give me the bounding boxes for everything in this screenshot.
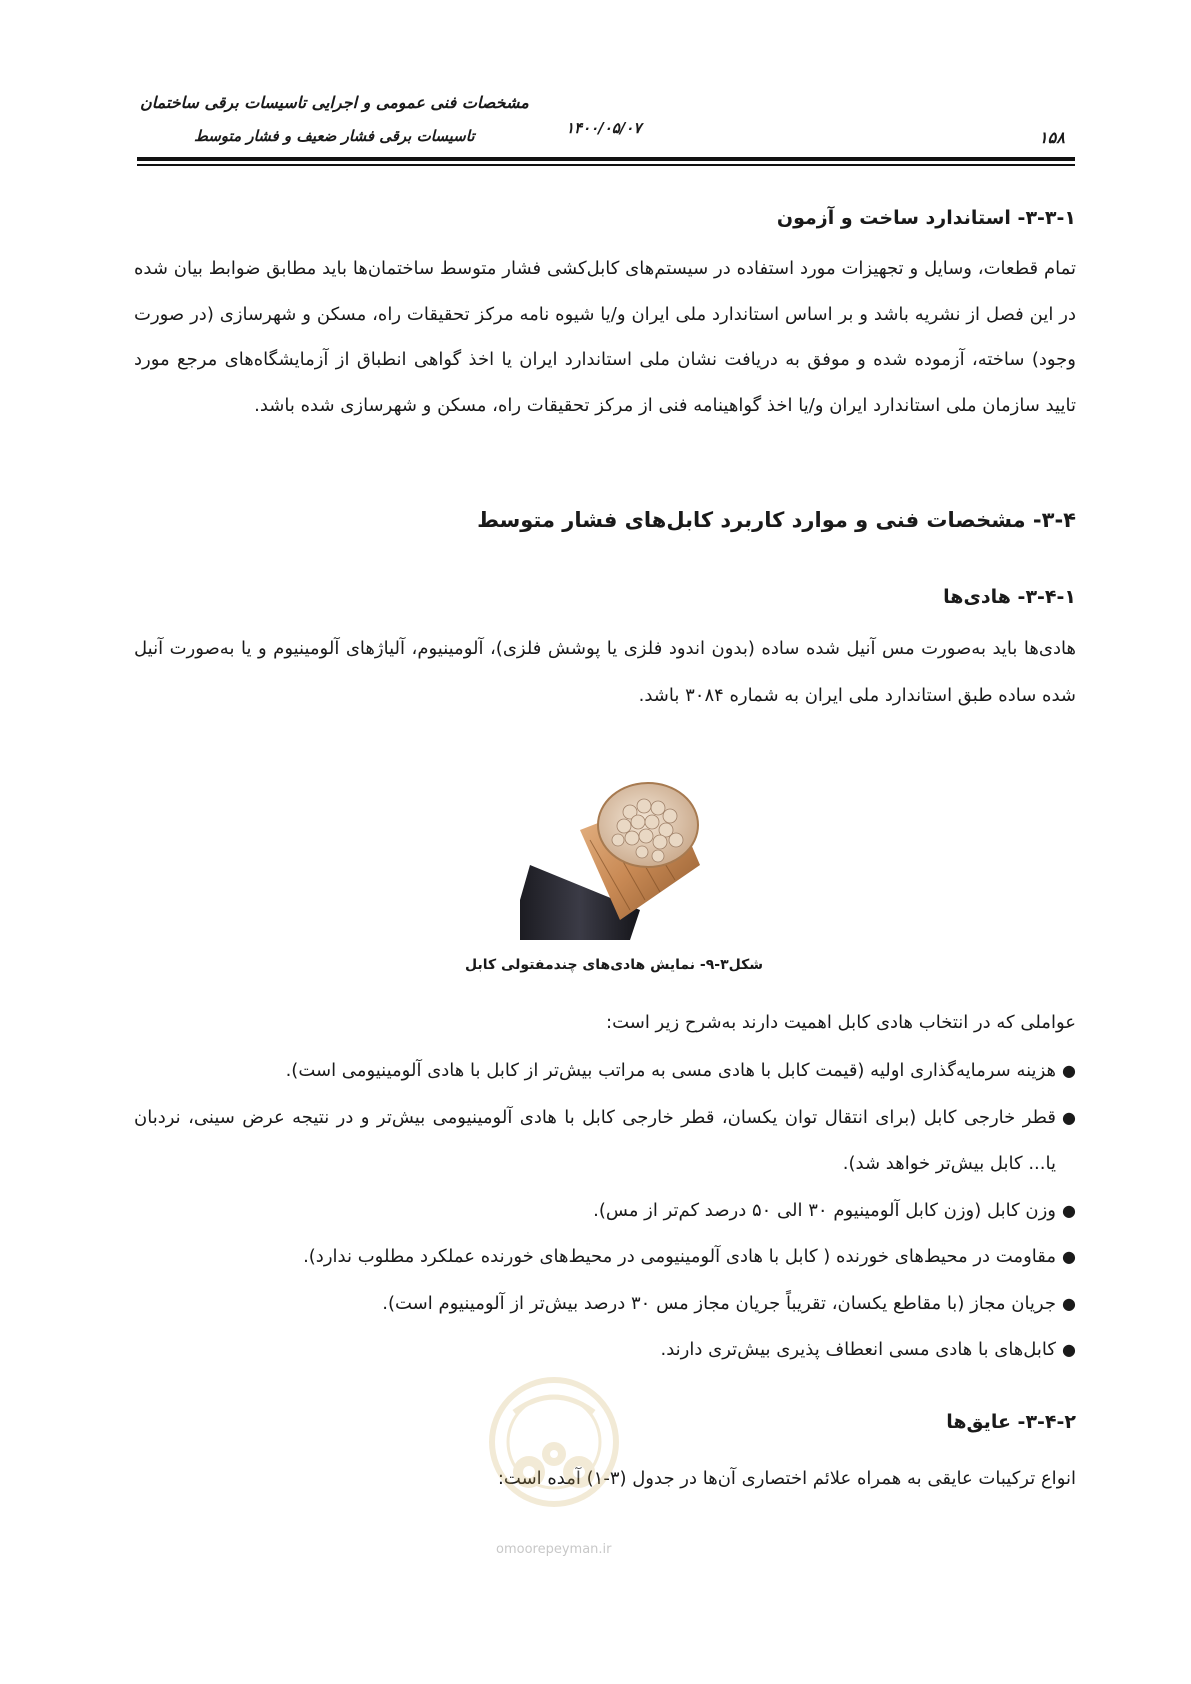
bullet-icon: ● [1062,1293,1076,1313]
stranded-cable-image [520,770,710,940]
section-paragraph-3-4-1: هادی‌ها باید به‌صورت مس آنیل شده ساده (بدون اندود فلزی یا پوشش فلزی)، آلومینیوم، آلیاژهای آلومینیوم و یا به‌صورت آنیل شده ساده طبق استاندارد ملی ایران به شماره ۳۰۸۴ باشد. [134,638,1076,706]
factors-list [134,1048,1076,1374]
watermark-logo [474,1362,634,1532]
list-item [134,1234,1076,1281]
list-item [134,1048,1076,1095]
list-item [134,1095,1076,1188]
header-rule-thick [137,157,1075,161]
section-heading-3-4-1: ۳-۴-۱- هادی‌ها [943,586,1076,608]
list-item [134,1188,1076,1235]
section-heading-3-4: ۳-۴- مشخصات فنی و موارد کاربرد کابل‌های فشار متوسط [477,508,1076,532]
list-item-text: جریان مجاز (با مقاطع یکسان، تقریباً جریان مجاز مس ۳۰ درصد بیش‌تر از آلومینیوم است). [382,1292,1056,1314]
watermark-url: omoorepeyman.ir [496,1542,612,1557]
bullet-icon: ● [1062,1247,1076,1266]
figure-caption: شکل۳-۹- نمایش هادی‌های چندمفتولی کابل [464,957,764,973]
header-rule-thin [137,164,1075,166]
bullet-icon: ● [1062,1107,1076,1127]
list-item [134,1281,1076,1328]
header-subtitle: تاسیسات برقی فشار ضعیف و فشار متوسط [194,127,475,145]
list-item-text: مقاومت در محیط‌های خورنده ( کابل با هادی آلومینیومی در محیط‌های خورنده عملکرد مطلوب ندارد). [303,1246,1056,1267]
header-date: ۱۴۰۰/۰۵/۰۷ [566,119,642,137]
list-item-text: قطر خارجی کابل (برای انتقال توان یکسان، قطر خارجی کابل با هادی آلومینیومی بیش‌تر و در نتیجه عرض سینی، نردبان یا... کابل بیش‌تر خواهد شد). [134,1106,1056,1174]
bullet-icon: ● [1062,1061,1076,1080]
section-heading-3-4-2: ۳-۴-۲- عایق‌ها [946,1411,1076,1433]
header-title: مشخصات فنی عمومی و اجرایی تاسیسات برقی ساختمان [140,93,529,112]
list-item-text: وزن کابل (وزن کابل آلومینیوم ۳۰ الی ۵۰ درصد کم‌تر از مس). [593,1199,1056,1221]
section-heading-3-3-1: ۳-۳-۱- استاندارد ساخت و آزمون [776,207,1076,229]
bullet-icon: ● [1062,1200,1076,1220]
list-item-text: کابل‌های با هادی مسی انعطاف پذیری بیش‌تری دارند. [660,1339,1056,1360]
bullet-icon: ● [1062,1340,1076,1359]
list-item-text: هزینه سرمایه‌گذاری اولیه (قیمت کابل با هادی مسی به مراتب بیش‌تر از کابل با هادی آلومینیومی است). [285,1060,1056,1081]
page-number: ۱۵۸ [1039,128,1065,147]
section-paragraph-3-3-1: تمام قطعات، وسایل و تجهیزات مورد استفاده در سیستم‌های کابل‌کشی فشار متوسط ساختمان‌ها باید مطابق ضوابط بیان شده در این فصل از نشریه باشد و بر اساس استاندارد ملی ایران و/یا شیوه نامه مرکز تحقیقات راه، مسکن و شهرسازی (در صورت وجود) ساخته، آزموده شده و موفق به دریافت نشان ملی استاندارد ایران یا اخذ گواهی انطباق از آزمایشگاه‌های مرجع مورد تایید سازمان ملی استاندارد ایران و/یا اخذ گواهینامه فنی از مرکز تحقیقات راه، مسکن و شهرسازی شده باشد. [134,258,1076,416]
section-paragraph-3-4-2: انواع ترکیبات عایقی به همراه علائم اختصاری آن‌ها در جدول (۳-۱) آمده است: [497,1468,1076,1489]
factors-intro: عواملی که در انتخاب هادی کابل اهمیت دارند به‌شرح زیر است: [606,1012,1076,1033]
